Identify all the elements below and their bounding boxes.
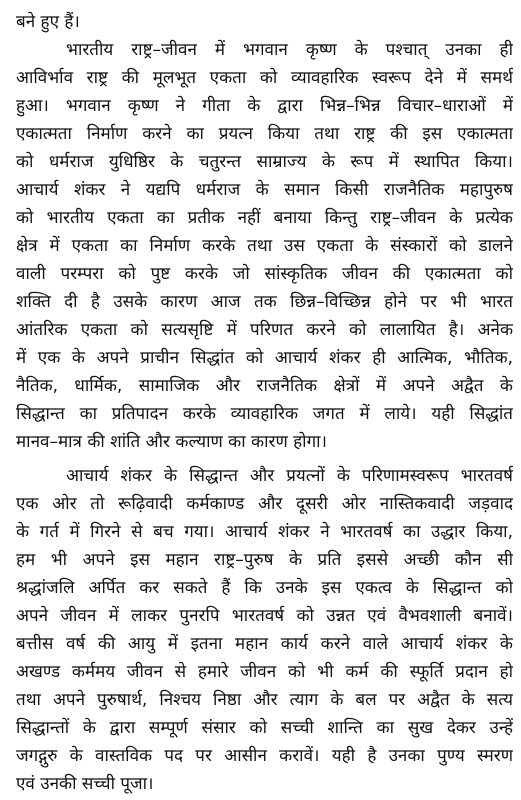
paragraph-2-line-9: वाली परम्परा को पुष्ट करके जो सांस्कृतिक जीवन की एकात्मता को	[16, 264, 513, 284]
paragraph-2-line-4: एकात्मता निर्माण करने का प्रयत्न किया तथा राष्ट्र की इस एकात्मता	[16, 124, 513, 144]
paragraph-3-line-7: बत्तीस वर्ष की आयु में इतना महान कार्य करने वाले आचार्य शंकर के	[16, 634, 513, 654]
paragraph-3-line-1: आचार्य शंकर के सिद्धान्त और प्रयत्नों के परिणामस्वरूप भारतवर्ष	[66, 466, 513, 486]
paragraph-3-line-8: अखण्ड कर्ममय जीवन से हमारे जीवन को भी कर्म की स्फूर्ति प्रदान हो	[16, 662, 513, 682]
paragraph-3-line-3: के गर्त में गिरने से बच गया। आचार्य शंकर ने भारतवर्ष का उद्धार किया,	[16, 522, 513, 542]
paragraph-3-line-5: श्रद्धांजलि अर्पित कर सकते हैं कि उनके इस एकत्व के सिद्धान्त को	[16, 578, 513, 598]
paragraph-3-line-6: अपने जीवन में लाकर पुनरपि भारतवर्ष को उन्नत एवं वैभवशाली बनावें।	[16, 606, 513, 626]
paragraph-3-line-10: सिद्धान्तों के द्वारा सम्पूर्ण संसार को सच्ची शान्ति का सुख देकर उन्हें	[16, 718, 513, 738]
paragraph-2-line-3: हुआ। भगवान कृष्ण ने गीता के द्वारा भिन्न–भिन्न विचार–धाराओं में	[16, 96, 513, 116]
paragraph-2-line-5: को धर्मराज युधिष्ठिर के चतुरन्त साम्राज्य के रूप में स्थापित किया।	[16, 152, 513, 172]
paragraph-2-line-6: आचार्य शंकर ने यद्यपि धर्मराज के समान किसी राजनैतिक महापुरुष	[16, 180, 513, 200]
paragraph-2-line-15: मानव–मात्र की शांति और कल्याण का कारण होगा।	[16, 432, 327, 452]
paragraph-2-line-7: को भारतीय एकता का प्रतीक नहीं बनाया किन्तु राष्ट्र–जीवन के प्रत्येक	[16, 208, 513, 228]
paragraph-3-line-9: तथा अपने पुरुषार्थ, निश्चय निष्ठा और त्याग के बल पर अद्वैत के सत्य	[16, 690, 513, 710]
paragraph-3-line-4: हम भी अपने इस महान राष्ट्र–पुरुष के प्रति इससे अच्छी कौन सी	[16, 550, 513, 570]
paragraph-2-line-2: आविर्भाव राष्ट्र की मूलभूत एकता को व्यावहारिक स्वरूप देने में समर्थ	[16, 68, 513, 88]
paragraph-2-line-14: सिद्धान्त का प्रतिपादन करके व्यावहारिक जगत में लाये। यही सिद्धांत	[16, 404, 513, 424]
paragraph-2-line-11: आंतरिक एकता को सत्यसृष्टि में परिणत करने को लालायित है। अनेक	[16, 320, 513, 340]
paragraph-2-line-1: भारतीय राष्ट्र–जीवन में भगवान कृष्ण के पश्चात् उनका ही	[66, 40, 513, 60]
paragraph-2-line-12: में एक के अपने प्राचीन सिद्धांत को आचार्य शंकर ही आत्मिक, भौतिक,	[16, 348, 513, 368]
paragraph-2-line-10: शक्ति दी है उसके कारण आज तक छिन्न–विच्छिन्न होने पर भी भारत	[16, 292, 513, 312]
paragraph-3-line-12: एवं उनकी सच्ची पूजा।	[16, 774, 154, 794]
paragraph-1-line-1: बने हुए हैं।	[16, 12, 80, 32]
paragraph-3-line-2: एक ओर तो रूढ़िवादी कर्मकाण्ड और दूसरी ओर नास्तिकवादी जड़वाद	[16, 494, 513, 514]
paragraph-3-line-11: जगद्गुरु के वास्तविक पद पर आसीन करावें। यही है उनका पुण्य स्मरण	[16, 746, 513, 766]
paragraph-2-line-8: क्षेत्र में एकता का निर्माण करके तथा उस एकता के संस्कारों को डालने	[16, 236, 513, 256]
paragraph-2-line-13: नैतिक, धार्मिक, सामाजिक और राजनैतिक क्षेत्रों में अपने अद्वैत के	[16, 376, 513, 396]
